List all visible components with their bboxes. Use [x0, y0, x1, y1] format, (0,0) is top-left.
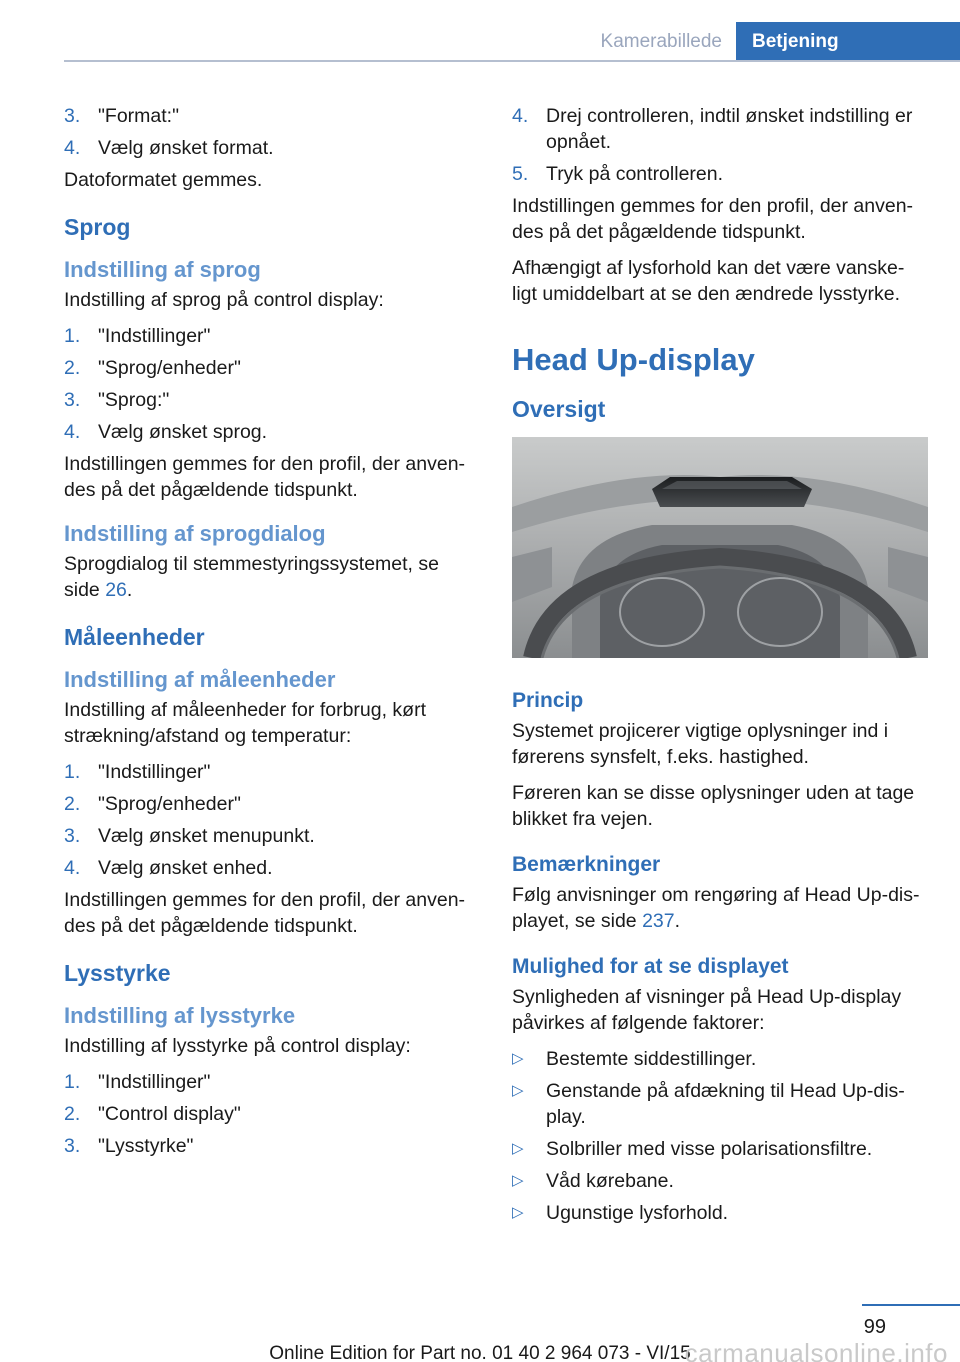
bullet-text: Bestemte siddestillinger.	[546, 1048, 757, 1070]
step-text: "Indstillinger"	[98, 1071, 211, 1093]
step-number: 4.	[64, 137, 81, 159]
hud-window-glare	[662, 481, 802, 489]
maal-intro-text: Indstilling af måleenheder for forbrug, kørt strækning/afstand og temperatur:	[64, 699, 427, 747]
list-item	[64, 419, 478, 445]
step-text: "Format:"	[98, 105, 180, 127]
step-number: 3.	[64, 389, 81, 411]
lys-steps	[64, 1069, 478, 1159]
bullet-text: Solbriller med visse polarisationsfiltre.	[546, 1138, 873, 1160]
list-item	[512, 161, 926, 187]
right-column	[512, 103, 926, 1232]
triangle-bullet-icon: ▷	[512, 1172, 524, 1189]
list-item	[64, 135, 478, 161]
step-number: 2.	[64, 793, 81, 815]
sprog-saved-text: Indstillingen gemmes for den profil, der anven-des på det pågældende tidspunkt.	[64, 453, 466, 501]
subheading-mulighed: Mulighed for at se displayet	[512, 955, 789, 978]
bemaerkninger-text	[512, 882, 926, 934]
list-item	[64, 103, 478, 129]
section-heading-lysstyrke: Lysstyrke	[64, 960, 171, 986]
bullet-text: Genstande på afdækning til Head Up-dis-play.	[546, 1080, 905, 1128]
step-text: Vælg ønsket sprog.	[98, 421, 268, 443]
step-number: 3.	[64, 1135, 81, 1157]
edition-text: Online Edition for Part no. 01 40 2 964 073 - VI/15	[269, 1343, 691, 1362]
dateformat-saved-text: Datoformatet gemmes.	[64, 169, 263, 191]
step-text: "Indstillinger"	[98, 761, 211, 783]
dashboard-photo	[512, 437, 928, 658]
step-text: Vælg ønsket menupunkt.	[98, 825, 315, 847]
watermark: carmanualsonline.info	[684, 1338, 948, 1362]
lys-intro-text: Indstilling af lysstyrke på control display:	[64, 1035, 411, 1057]
list-item	[64, 791, 478, 817]
step-text: Drej controlleren, indtil ønsket indstilling er opnået.	[546, 105, 913, 153]
step-text: Vælg ønsket format.	[98, 137, 274, 159]
subheading-indstilling-lysstyrke: Indstilling af lysstyrke	[64, 1003, 296, 1028]
sprogdialog-end: .	[126, 579, 133, 601]
list-item	[512, 1200, 926, 1226]
step-text: Vælg ønsket enhed.	[98, 857, 273, 879]
left-column	[64, 103, 478, 1165]
subheading-bemaerkninger: Bemærkninger	[512, 853, 661, 876]
step-number: 3.	[64, 105, 81, 127]
triangle-bullet-icon: ▷	[512, 1140, 524, 1157]
list-item	[512, 103, 926, 155]
chapter-heading-head-up-display: Head Up-display	[512, 342, 755, 377]
step-number: 4.	[64, 857, 81, 879]
step-number: 4.	[64, 421, 81, 443]
maal-saved-text: Indstillingen gemmes for den profil, der anven-des på det pågældende tidspunkt.	[64, 889, 466, 937]
step-number: 4.	[512, 105, 529, 127]
list-item	[64, 1133, 478, 1159]
format-steps	[64, 103, 478, 161]
lys-steps-continued	[512, 103, 926, 187]
subheading-princip: Princip	[512, 689, 584, 712]
subheading-sprogdialog: Indstilling af sprogdialog	[64, 521, 326, 546]
step-number: 2.	[64, 1103, 81, 1125]
list-item	[64, 1101, 478, 1127]
section-heading-oversigt: Oversigt	[512, 396, 606, 422]
step-number: 1.	[64, 761, 81, 783]
page-number: 99	[863, 1316, 886, 1338]
mulighed-intro-text: Synligheden af visninger på Head Up-display påvirkes af følgende faktorer:	[512, 986, 902, 1034]
subheading-indstilling-maaleenheder: Indstilling af måleenheder	[64, 667, 336, 692]
princip-text-2: Føreren kan se disse oplysninger uden at tage blikket fra vejen.	[512, 782, 915, 830]
step-text: "Sprog/enheder"	[98, 357, 241, 379]
list-item	[512, 1136, 926, 1162]
step-text: "Sprog:"	[98, 389, 170, 411]
header-chapter-tab[interactable]: Betjening	[736, 22, 960, 62]
step-number: 2.	[64, 357, 81, 379]
step-text: "Control display"	[98, 1103, 241, 1125]
list-item	[64, 759, 478, 785]
bullet-text: Ugunstige lysforhold.	[546, 1202, 729, 1224]
triangle-bullet-icon: ▷	[512, 1050, 524, 1067]
list-item	[512, 1168, 926, 1194]
sprog-intro-text: Indstilling af sprog på control display:	[64, 289, 384, 311]
list-item	[64, 855, 478, 881]
step-text: "Sprog/enheder"	[98, 793, 241, 815]
footer-divider	[862, 1304, 960, 1306]
lys-note-text: Afhængigt af lysforhold kan det være vanske-ligt umiddelbart at se den ændrede lysstyrke.	[512, 257, 905, 305]
step-text: "Indstillinger"	[98, 325, 211, 347]
step-text: "Lysstyrke"	[98, 1135, 194, 1157]
step-number: 3.	[64, 825, 81, 847]
step-number: 5.	[512, 163, 529, 185]
header-section-tab[interactable]: Kamerabillede	[600, 31, 722, 52]
page-link-237[interactable]: 237	[642, 910, 675, 932]
list-item	[512, 1078, 926, 1130]
triangle-bullet-icon: ▷	[512, 1204, 524, 1221]
bemaerkninger-end: .	[674, 910, 681, 932]
list-item	[64, 355, 478, 381]
header-divider	[64, 60, 960, 62]
list-item	[64, 823, 478, 849]
bemaerkninger-body: Følg anvisninger om rengøring af Head Up-dis-playet, se side	[512, 884, 920, 932]
step-text: Tryk på controlleren.	[546, 163, 724, 185]
list-item	[64, 323, 478, 349]
page-header	[64, 22, 960, 62]
list-item	[64, 1069, 478, 1095]
princip-text-1: Systemet projicerer vigtige oplysninger ind i førerens synsfelt, f.eks. hastighed.	[512, 720, 889, 768]
triangle-bullet-icon: ▷	[512, 1082, 524, 1099]
bullet-text: Våd kørebane.	[546, 1170, 674, 1192]
sprogdialog-text	[64, 551, 478, 603]
sprogdialog-body: Sprogdialog til stemmestyringssystemet, se side	[64, 553, 439, 601]
list-item	[64, 387, 478, 413]
step-number: 1.	[64, 325, 81, 347]
section-heading-maaleenheder: Måleenheder	[64, 624, 205, 650]
list-item	[512, 1046, 926, 1072]
maal-steps	[64, 759, 478, 881]
step-number: 1.	[64, 1071, 81, 1093]
page-link-26[interactable]: 26	[105, 579, 127, 601]
lys-saved-text: Indstillingen gemmes for den profil, der anven-des på det pågældende tidspunkt.	[512, 195, 914, 243]
sprog-steps	[64, 323, 478, 445]
subheading-indstilling-sprog: Indstilling af sprog	[64, 257, 261, 282]
section-heading-sprog: Sprog	[64, 214, 131, 240]
visibility-factors-list	[512, 1046, 926, 1226]
